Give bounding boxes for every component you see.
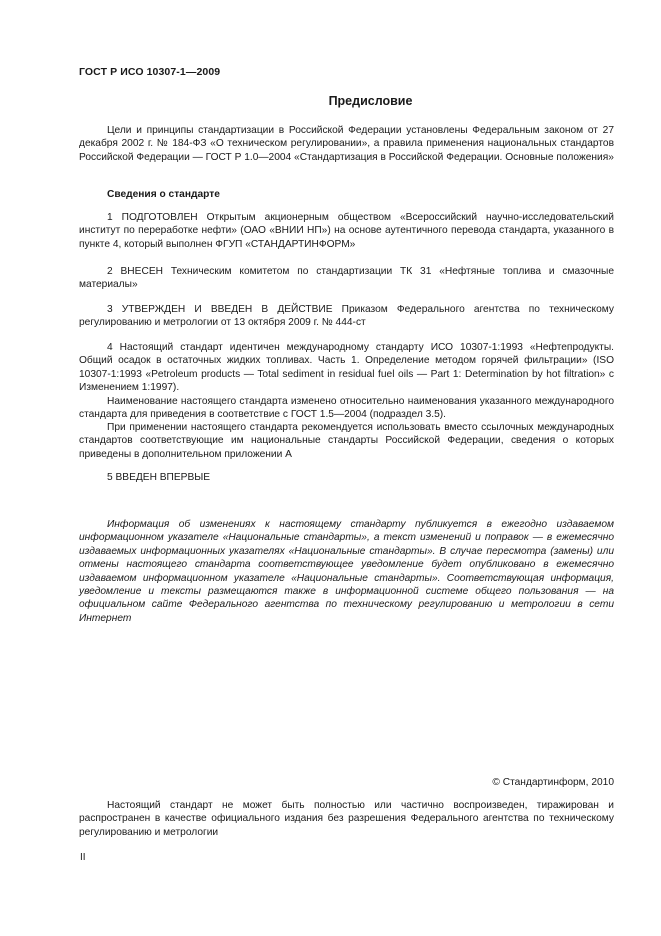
item-4-name-note: Наименование настоящего стандарта изменено относительно наименования указанного международного стандарта для приведения в соответствие с ГОСТ 1.5—2004 (подраздел 3.5). — [79, 396, 614, 421]
standard-code: ГОСТ Р ИСО 10307-1—2009 — [79, 66, 221, 78]
changes-notice: Информация об изменениях к настоящему стандарту публикуется в ежегодно издаваемом информационном указателе «Национальные стандарты», а текст изменений и поправок — в ежемесячно издаваемых информационных указателях «Национальные стандарты». В случае пересмотра (замены) или отмены настоящего стандарта соответствующее уведомление будет опубликовано в ежемесячно издаваемом информационном указателе «Национальные стандарты». Соответствующая информация, уведомление и тексты размещаются также в информационной системе общего пользования — на официальном сайте Федерального агентства по техническому регулированию и метрологии в сети Интернет — [79, 519, 614, 624]
item-3: 3 УТВЕРЖДЕН И ВВЕДЕН В ДЕЙСТВИЕ Приказом Федерального агентства по техническому регулированию и метрологии от 13 октября 2009 г. № 444-ст — [79, 304, 614, 329]
item-4: 4 Настоящий стандарт идентичен международному стандарту ИСО 10307-1:1993 «Нефтепродукты. Общий осадок в остаточных жидких топливах. Часть 1. Определение методом горячей фильтрации» (ISO 10307-1:1993 «Petroleum products — Total sediment in residual fuel oils — Part 1: Determination by hot filtration» с Изменением 1:1997). — [79, 342, 614, 394]
item-2: 2 ВНЕСЕН Техническим комитетом по стандартизации ТК 31 «Нефтяные топлива и смазочные материалы» — [79, 266, 614, 291]
page-title: Предисловие — [328, 94, 413, 108]
item-1: 1 ПОДГОТОВЛЕН Открытым акционерным обществом «Всероссийский научно-исследовательский институт по переработке нефти» (ОАО «ВНИИ НП») на основе аутентичного перевода стандарта, указанного в пункте 4, который выполнен ФГУП «СТАНДАРТИНФОРМ» — [79, 212, 614, 250]
item-4-reference-note: При применении настоящего стандарта рекомендуется использовать вместо ссылочных международных стандартов соответствующие им национальные стандарты Российской Федерации, сведения о которых приведены в дополнительном приложении А — [79, 422, 614, 460]
item-5: 5 ВВЕДЕН ВПЕРВЫЕ — [107, 472, 211, 483]
page-number: II — [80, 852, 86, 863]
reproduction-notice: Настоящий стандарт не может быть полностью или частично воспроизведен, тиражирован и распространен в качестве официального издания без разрешения Федерального агентства по техническому регулированию и метрологии — [79, 800, 614, 838]
section-heading: Сведения о стандарте — [107, 189, 220, 200]
intro-paragraph: Цели и принципы стандартизации в Российской Федерации установлены Федеральным законом от 27 декабря 2002 г. № 184-ФЗ «О техническом регулировании», а правила применения национальных стандартов Российской Федерации — ГОСТ Р 1.0—2004 «Стандартизация в Российской Федерации. Основные положения» — [79, 125, 614, 163]
copyright-line: © Стандартинформ, 2010 — [492, 777, 614, 788]
